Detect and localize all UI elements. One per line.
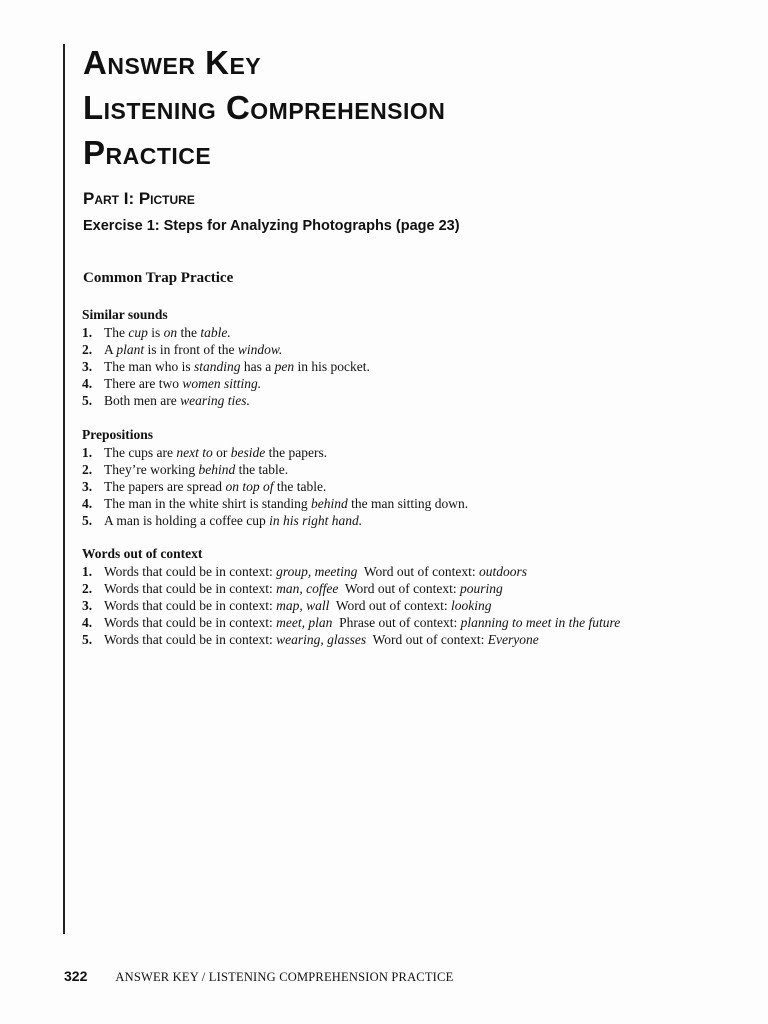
- answer-phrase: behind: [310, 496, 348, 511]
- item-text: [104, 392, 250, 409]
- answer-phrase: wearing, glasses: [276, 632, 367, 647]
- list-item: [80, 478, 720, 495]
- list-item: [80, 495, 720, 512]
- item-text-segment: is: [147, 325, 164, 340]
- list-item: [80, 392, 720, 409]
- item-text: [104, 614, 620, 631]
- list-item: [80, 597, 720, 614]
- answer-phrase: wearing ties.: [180, 393, 250, 408]
- item-number: 1.: [82, 325, 93, 340]
- item-text-segment: the man sitting down.: [347, 496, 469, 511]
- item-number: 2.: [82, 342, 93, 357]
- item-text: [104, 495, 468, 512]
- item-text-segment: Words that could be in context:: [104, 632, 277, 647]
- list-item: [80, 444, 720, 461]
- section-title: Similar sounds: [82, 307, 168, 322]
- answer-list: [80, 444, 720, 529]
- section-title: Prepositions: [82, 427, 154, 442]
- item-text-segment: or: [212, 445, 231, 460]
- answer-phrase: on: [163, 325, 178, 340]
- answer-phrase: women sitting.: [182, 376, 262, 391]
- answer-phrase: beside: [230, 445, 266, 460]
- answer-phrase: pouring: [460, 581, 503, 596]
- item-text-segment: The: [104, 325, 129, 340]
- item-text-segment: Word out of context:: [357, 564, 480, 579]
- item-text-segment: the table.: [273, 479, 327, 494]
- answer-phrase: outdoors: [479, 564, 528, 579]
- item-number: 3.: [82, 479, 93, 494]
- part-heading: Part I: Picture: [83, 189, 195, 208]
- item-number: 5.: [82, 632, 93, 647]
- item-text: [104, 358, 370, 375]
- list-item: [80, 614, 720, 631]
- item-text-segment: is in front of the: [144, 342, 238, 357]
- answer-phrase: standing: [194, 359, 241, 374]
- item-text-segment: the table.: [235, 462, 289, 477]
- item-number: 2.: [82, 581, 93, 596]
- answer-phrase: meet, plan: [276, 615, 333, 630]
- running-head: ANSWER KEY / LISTENING COMPREHENSION PRACTICE: [115, 970, 454, 984]
- item-number: 3.: [82, 359, 93, 374]
- page-number: 322: [64, 968, 88, 984]
- list-item: [80, 358, 720, 375]
- section-prepositions: [80, 426, 720, 529]
- page-title: [83, 40, 723, 175]
- item-text: [104, 597, 492, 614]
- title-line-2: Listening Comprehension: [83, 89, 446, 126]
- item-text-segment: Word out of context:: [329, 598, 452, 613]
- answer-phrase: pen: [274, 359, 295, 374]
- item-number: 1.: [82, 564, 93, 579]
- item-text-segment: Phrase out of context:: [332, 615, 461, 630]
- item-text-segment: the: [177, 325, 201, 340]
- answer-phrase: cup: [128, 325, 148, 340]
- answer-phrase: planning to meet in the future: [460, 615, 621, 630]
- section-title: Words out of context: [82, 546, 203, 561]
- item-text: [104, 580, 503, 597]
- item-text-segment: The man in the white shirt is standing: [104, 496, 311, 511]
- item-text: [104, 444, 327, 461]
- page-footer: [64, 968, 453, 985]
- title-line-3: Practice: [83, 134, 212, 171]
- item-text-segment: Word out of context:: [338, 581, 461, 596]
- item-number: 4.: [82, 376, 93, 391]
- exercise-heading: Exercise 1: Steps for Analyzing Photographs (page 23): [83, 218, 460, 234]
- answer-phrase: in his right hand.: [269, 513, 363, 528]
- answer-list: [80, 563, 720, 648]
- answer-phrase: behind: [198, 462, 236, 477]
- item-text-segment: The papers are spread: [104, 479, 226, 494]
- answer-list: [80, 324, 720, 409]
- title-line-1: Answer Key: [83, 44, 262, 81]
- item-text-segment: A man is holding a coffee cup: [104, 513, 270, 528]
- list-item: [80, 512, 720, 529]
- list-item: [80, 631, 720, 648]
- item-number: 5.: [82, 513, 93, 528]
- item-text: [104, 341, 282, 358]
- item-text-segment: Words that could be in context:: [104, 598, 277, 613]
- item-text-segment: Words that could be in context:: [104, 564, 277, 579]
- item-text-segment: in his pocket.: [294, 359, 370, 374]
- item-text: [104, 375, 261, 392]
- item-text-segment: the papers.: [265, 445, 328, 460]
- answer-phrase: Everyone: [487, 632, 539, 647]
- item-number: 5.: [82, 393, 93, 408]
- answer-phrase: table.: [200, 325, 231, 340]
- answer-phrase: window.: [237, 342, 283, 357]
- item-text: [104, 478, 326, 495]
- item-text: [104, 563, 527, 580]
- answer-phrase: looking: [451, 598, 492, 613]
- item-text-segment: has a: [240, 359, 275, 374]
- item-number: 4.: [82, 496, 93, 511]
- list-item: [80, 341, 720, 358]
- section-similar-sounds: [80, 306, 720, 409]
- item-text-segment: The cups are: [104, 445, 177, 460]
- item-text-segment: Word out of context:: [366, 632, 488, 647]
- item-text: [104, 461, 288, 478]
- list-item: [80, 375, 720, 392]
- item-text-segment: Both men are: [104, 393, 181, 408]
- answer-phrase: on top of: [225, 479, 274, 494]
- item-text-segment: Words that could be in context:: [104, 615, 277, 630]
- item-number: 1.: [82, 445, 93, 460]
- item-text-segment: Words that could be in context:: [104, 581, 277, 596]
- answer-phrase: plant: [116, 342, 145, 357]
- item-text-segment: There are two: [104, 376, 183, 391]
- answer-phrase: map, wall: [276, 598, 330, 613]
- item-text: [104, 324, 231, 341]
- answer-phrase: man, coffee: [276, 581, 339, 596]
- item-text: [104, 631, 539, 648]
- list-item: [80, 324, 720, 341]
- list-item: [80, 461, 720, 478]
- item-number: 4.: [82, 615, 93, 630]
- item-text-segment: They’re working: [104, 462, 199, 477]
- trap-practice-heading: Common Trap Practice: [83, 270, 234, 286]
- margin-rule: [63, 44, 65, 934]
- item-text-segment: The man who is: [104, 359, 194, 374]
- item-number: 3.: [82, 598, 93, 613]
- item-text-segment: A: [104, 342, 117, 357]
- answer-phrase: group, meeting: [276, 564, 358, 579]
- list-item: [80, 563, 720, 580]
- section-words-out-of-context: [80, 545, 720, 648]
- answer-phrase: next to: [176, 445, 213, 460]
- list-item: [80, 580, 720, 597]
- item-text: [104, 512, 362, 529]
- item-number: 2.: [82, 462, 93, 477]
